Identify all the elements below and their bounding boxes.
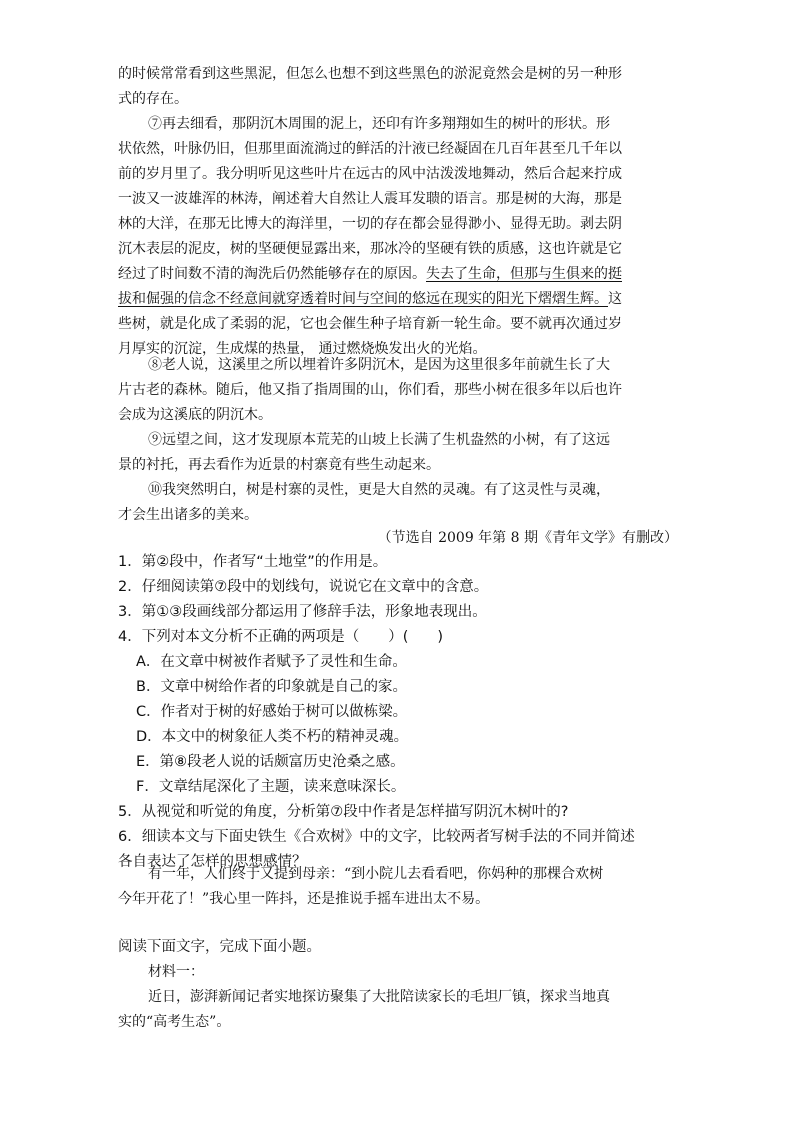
text-run: 经过了时间数不清的淘洗后仍然能够存在的原因。 [118,266,426,282]
text-line [118,287,678,312]
text-line: 一波又一波雄浑的林涛，阐述着大自然让人震耳发聩的语言。那是树的大海，那是 [118,191,622,207]
text-line: ⑧老人说，这溪里之所以埋着许多阴沉木，是因为这里很多年前就生长了大 [148,357,610,373]
text-line: 今年开花了！”我心里一阵抖，还是推说手摇车进出太不易。 [118,891,490,907]
text-line: 前的岁月里了。我分明听见这些叶片在远古的风中沽泼泼地舞动，然后合起来拧成 [118,166,622,182]
paragraph-10 [118,478,678,528]
text-line: 月厚实的沉淀，生成煤的热量， 通过燃烧焕发出火的光焰。 [118,341,487,357]
question-5: 5．从视觉和听觉的角度，分析第⑦段中作者是怎样描写阴沉木树叶的? [118,804,569,820]
question-6-continued: 各自表达了怎样的思想感情？ [118,854,307,870]
question-1: 1．第②段中，作者写“土地堂”的作用是。 [118,554,388,570]
source-citation [118,526,678,551]
text-line: 会成为这溪底的阴沉木。 [118,407,272,423]
paragraph-7 [118,112,678,362]
paragraph-6-tail [118,62,678,112]
paragraph-9 [118,428,678,478]
questions [118,550,678,875]
text-run: 这 [608,291,622,307]
text-line: 有一年，人们终于又提到母亲：“到小院儿去看看吧，你妈种的那棵合欢树 [148,866,604,882]
question-3: 3．第①③段画线部分都运用了修辞手法，形象地表现出。 [118,604,487,620]
text-line: 些树，就是化成了柔弱的泥，它也会催生种子培育新一轮生命。要不就再次通过岁 [118,316,622,332]
option-e: E．第⑧段老人说的话颇富历史沧桑之感。 [136,754,405,770]
quoted-passage [118,862,678,912]
option-c: C．作者对于树的好感始于树可以做栋梁。 [136,704,408,720]
option-d: D．本文中的树象征人类不朽的精神灵魂。 [136,729,409,745]
question-6: 6．细读本文与下面史铁生《合欢树》中的文字，比较两者写树手法的不同并简述 [118,829,635,845]
text-line: 景的衬托，再去看作为近景的村寨竟有些生动起来。 [118,457,440,473]
text-line [118,262,678,287]
question-2: 2．仔细阅读第⑦段中的划线句，说说它在文章中的含意。 [118,579,489,595]
text-line: 实的“高考生态”。 [118,1014,231,1030]
text-line: 林的大洋，在那无比博大的海洋里，一切的存在都会显得渺小、显得无助。剥去阴 [118,216,622,232]
option-b: B．文章中树给作者的印象就是自己的家。 [136,679,407,695]
text-line: 近日，澎湃新闻记者实地探访聚集了大批陪读家长的毛坦厂镇，探求当地真 [148,989,610,1005]
option-f: F．文章结尾深化了主题，读来意味深长。 [136,779,406,795]
section-instruction: 阅读下面文字，完成下面小题。 [118,939,321,955]
question-4: 4．下列对本文分析不正确的两项是（ ）( ) [118,629,444,645]
option-a: A．在文章中树被作者赋予了灵性和生命。 [136,654,407,670]
text-line: ⑨远望之间，这才发现原本荒芜的山坡上长满了生机盎然的小树，有了这远 [148,432,610,448]
material-label: 材料一： [148,964,204,980]
text-line: 片古老的森林。随后，他又指了指周围的山，你们看，那些小树在很多年以后也许 [118,382,622,398]
text-line: 式的存在。 [118,91,188,107]
text-line: 状依然，叶脉仍旧，但那里面流淌过的鲜活的汁液已经凝固在几百年甚至几千年以 [118,141,622,157]
text-line: 的时候常常看到这些黑泥，但怎么也想不到这些黑色的淤泥竟然会是树的另一种形 [118,66,622,82]
paragraph-8 [118,353,678,428]
text-line: ⑦再去细看，那阴沉木周围的泥上，还印有许多翔翔如生的树叶的形状。形 [148,116,610,132]
next-section [118,935,678,1035]
underlined-sentence-part-2: 拔和倔强的信念不经意间就穿透着时间与空间的悠远在现实的阳光下熠熠生辉。 [118,291,608,307]
source-line: （节选自 2009 年第 8 期《青年文学》有删改） [377,530,678,546]
text-line: ⑩我突然明白，树是村寨的灵性，更是大自然的灵魂。有了这灵性与灵魂， [148,482,610,498]
text-line: 沉木表层的泥皮，树的坚硬便显露出来，那冰冷的坚硬有铁的质感，这也许就是它 [118,241,622,257]
text-line: 才会生出诸多的美来。 [118,507,258,523]
underlined-sentence-part-1: 失去了生命，但那与生俱来的挺 [426,266,622,282]
